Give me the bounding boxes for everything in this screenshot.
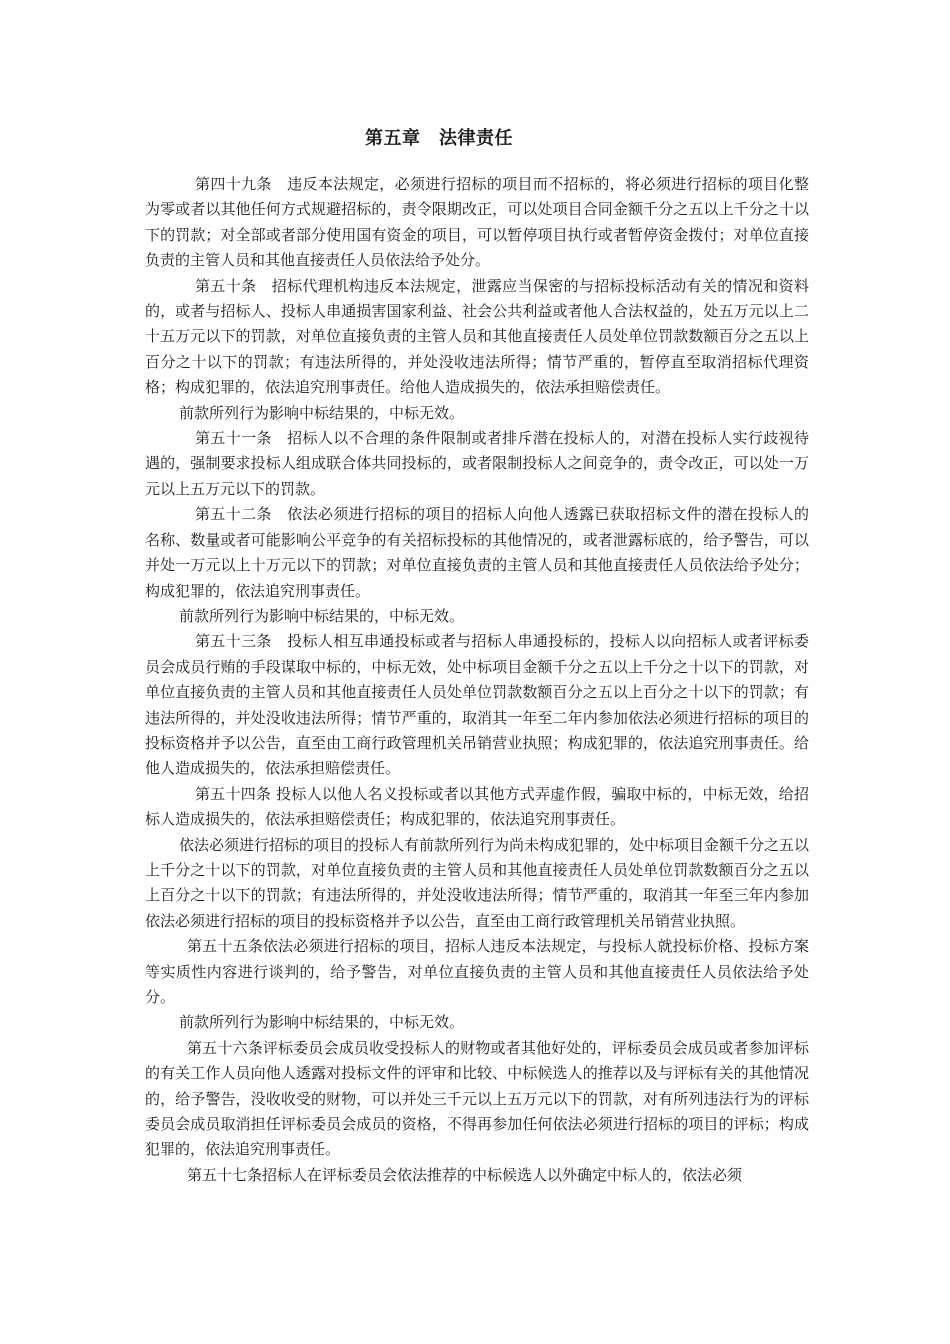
- article-51: 第五十一条 招标人以不合理的条件限制或者排斥潜在投标人的，对潜在投标人实行歧视待遇的，强制要求投标人组成联合体共同投标的，或者限制投标人之间竞争的，责令改正，可以处一万元以上五万元以下的罚款。: [145, 429, 809, 498]
- article-50: 第五十条 招标代理机构违反本法规定，泄露应当保密的与招标投标活动有关的情况和资料的，或者与招标人、投标人串通损害国家利益、社会公共利益或者他人合法权益的，处五万元以上二十五万元以下的罚款，对单位直接负责的主管人员和其他直接责任人员处单位罚款数额百分之五以上百分之十以下的罚款；有违法所得的，并处没收违法所得；情节严重的，暂停直至取消招标代理资格；构成犯罪的，依法追究刑事责任。给他人造成损失的，依法承担赔偿责任。: [145, 276, 809, 397]
- article-52-note: 前款所列行为影响中标结果的，中标无效。: [179, 606, 465, 625]
- article-57: 第五十七条招标人在评标委员会依法推荐的中标候选人以外确定中标人的，依法必须: [187, 1165, 743, 1184]
- chapter-title: 第五章 法律责任: [365, 128, 513, 149]
- article-55: 第五十五条依法必须进行招标的项目，招标人违反本法规定，与投标人就投标价格、投标方案等实质性内容进行谈判的，给予警告，对单位直接负责的主管人员和其他直接责任人员依法给予处分。: [145, 937, 809, 1006]
- document-body: [145, 172, 809, 1188]
- article-53: 第五十三条 投标人相互串通投标或者与招标人串通投标的，投标人以向招标人或者评标委员会成员行贿的手段谋取中标的，中标无效，处中标项目金额千分之五以上千分之十以下的罚款，对单位直接负责的主管人员和其他直接责任人员处单位罚款数额百分之五以上百分之十以下的罚款；有违法所得的，并处没收违法所得；情节严重的，取消其一年至二年内参加依法必须进行招标的项目的投标资格并予以公告，直至由工商行政管理机关吊销营业执照；构成犯罪的，依法追究刑事责任。给他人造成损失的，依法承担赔偿责任。: [145, 632, 809, 778]
- article-52: 第五十二条 依法必须进行招标的项目的招标人向他人透露已获取招标文件的潜在投标人的名称、数量或者可能影响公平竞争的有关招标投标的其他情况的，或者泄露标底的，给予警告，可以并处一万元以上十万元以下的罚款；对单位直接负责的主管人员和其他直接责任人员依法给予处分；构成犯罪的，依法追究刑事责任。: [145, 505, 809, 600]
- article-49: 第四十九条 违反本法规定，必须进行招标的项目而不招标的，将必须进行招标的项目化整为零或者以其他任何方式规避招标的，责令限期改正，可以处项目合同金额千分之五以上千分之十以下的罚款；对全部或者部分使用国有资金的项目，可以暂停项目执行或者暂停资金拨付；对单位直接负责的主管人员和其他直接责任人员依法给予处分。: [145, 175, 809, 270]
- article-50-note: 前款所列行为影响中标结果的，中标无效。: [179, 403, 465, 422]
- article-56: 第五十六条评标委员会成员收受投标人的财物或者其他好处的，评标委员会成员或者参加评标的有关工作人员向他人透露对投标文件的评审和比较、中标候选人的推荐以及与评标有关的其他情况的，给予警告，没收收受的财物，可以并处三千元以上五万元以下的罚款，对有所列违法行为的评标委员会成员取消担任评标委员会成员的资格，不得再参加任何依法必须进行招标的项目的评标；构成犯罪的，依法追究刑事责任。: [145, 1038, 809, 1159]
- article-54-note: 依法必须进行招标的项目的投标人有前款所列行为尚未构成犯罪的，处中标项目金额千分之五以上千分之十以下的罚款，对单位直接负责的主管人员和其他直接责任人员处单位罚款数额百分之五以上百分之十以下的罚款；有违法所得的，并处没收违法所得；情节严重的，取消其一年至三年内参加依法必须进行招标的项目的投标资格并予以公告，直至由工商行政管理机关吊销营业执照。: [145, 835, 810, 930]
- article-55-note: 前款所列行为影响中标结果的，中标无效。: [179, 1013, 465, 1032]
- article-54: 第五十四条 投标人以他人名义投标或者以其他方式弄虚作假，骗取中标的，中标无效，给招标人造成损失的，依法承担赔偿责任；构成犯罪的，依法追究刑事责任。: [145, 784, 809, 829]
